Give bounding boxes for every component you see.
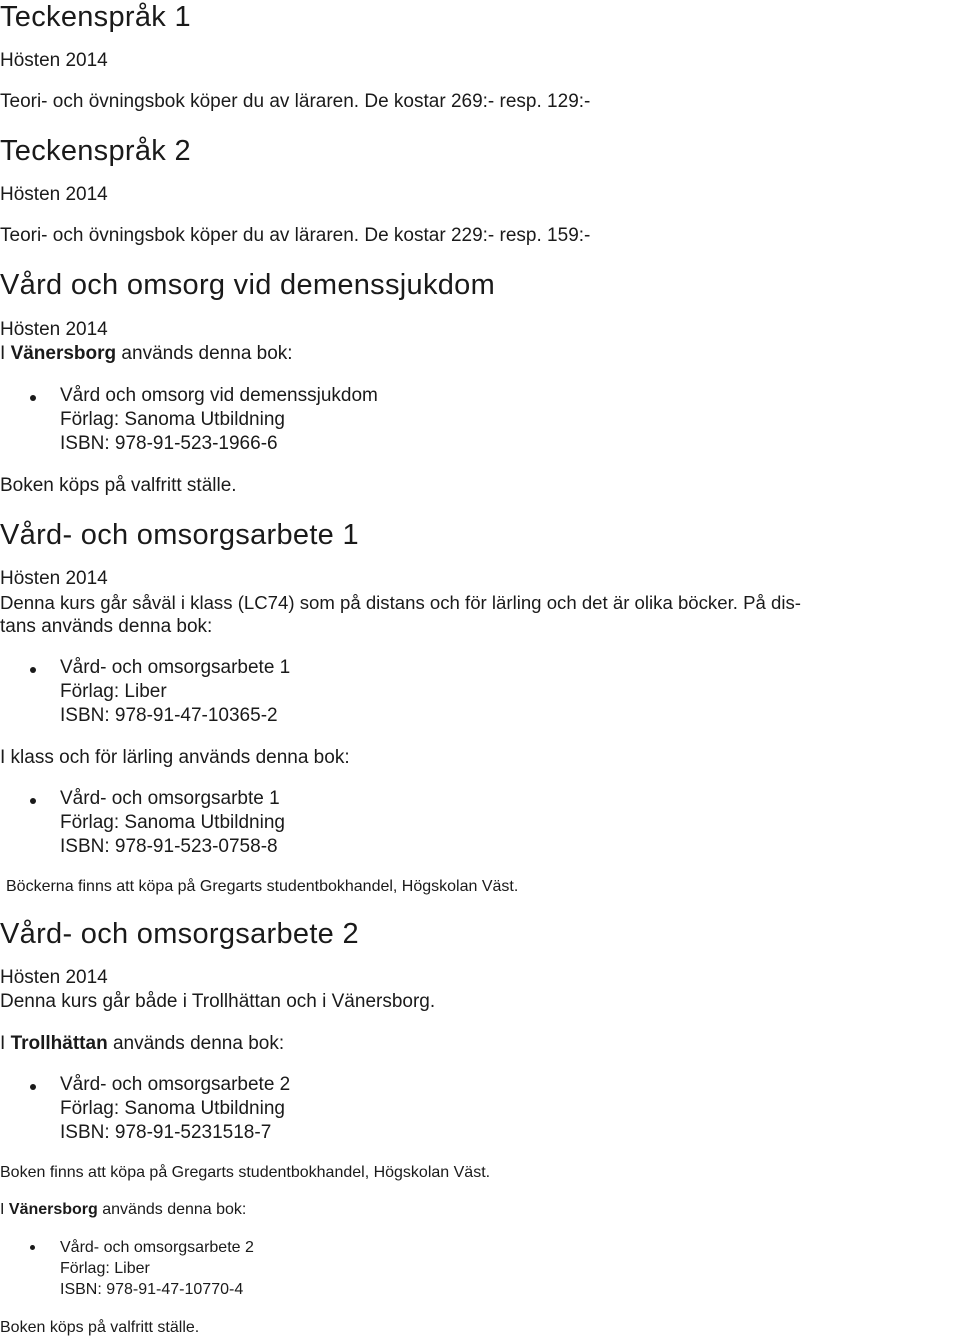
- intro-text: I Vänersborg används denna bok:: [0, 1201, 247, 1218]
- book-publisher: Förlag: Sanoma Utbildning: [60, 1098, 285, 1119]
- book-publisher: Förlag: Liber: [60, 1260, 150, 1277]
- note-text: Boken köps på valfritt ställe.: [0, 475, 237, 496]
- book-title: Vård- och omsorgsarbete 2: [60, 1239, 254, 1256]
- description-text: tans används denna bok:: [0, 616, 213, 637]
- term-label: Hösten 2014: [0, 50, 108, 71]
- term-label: Hösten 2014: [0, 967, 108, 988]
- book-list: [0, 787, 600, 859]
- term-label: Hösten 2014: [0, 319, 108, 340]
- note-text: Boken köps på valfritt ställe.: [0, 1319, 200, 1336]
- book-title: Vård- och omsorgsarbte 1: [60, 788, 280, 809]
- book-isbn: ISBN: 978-91-523-1966-6: [60, 433, 278, 454]
- section-title: Vård och omsorg vid demenssjukdom: [0, 269, 496, 301]
- intro-text: I klass och för lärling används denna bok:: [0, 747, 350, 768]
- intro-text: I Trollhättan används denna bok:: [0, 1033, 285, 1054]
- book-isbn: ISBN: 978-91-5231518-7: [60, 1122, 272, 1143]
- location-name: Trollhättan: [10, 1033, 108, 1054]
- note-text: Boken finns att köpa på Gregarts studentbokhandel, Högskolan Väst.: [0, 1164, 491, 1181]
- bullet-icon: [30, 395, 36, 401]
- location-name: Vänersborg: [10, 343, 117, 364]
- book-list: [0, 384, 600, 456]
- section-title: Teckenspråk 2: [0, 135, 191, 167]
- book-publisher: Förlag: Sanoma Utbildning: [60, 812, 285, 833]
- bullet-icon: [30, 1084, 36, 1090]
- section-title: Teckenspråk 1: [0, 1, 191, 33]
- book-list: [0, 1237, 600, 1300]
- book-publisher: Förlag: Sanoma Utbildning: [60, 409, 285, 430]
- book-list: [0, 656, 600, 728]
- term-label: Hösten 2014: [0, 568, 108, 589]
- book-title: Vård- och omsorgsarbete 1: [60, 657, 291, 678]
- bullet-icon: [30, 1245, 35, 1250]
- description-text: Denna kurs går såväl i klass (LC74) som på distans och för lärling och det är olika böcker. På dis-: [0, 592, 801, 613]
- book-isbn: ISBN: 978-91-47-10365-2: [60, 705, 278, 726]
- book-isbn: ISBN: 978-91-523-0758-8: [60, 836, 278, 857]
- intro-text: I Vänersborg används denna bok:: [0, 343, 293, 364]
- price-text: Teori- och övningsbok köper du av läraren. De kostar 269:- resp. 129:-: [0, 91, 591, 112]
- section-title: Vård- och omsorgsarbete 1: [0, 519, 359, 551]
- location-name: Vänersborg: [8, 1201, 98, 1218]
- section-title: Vård- och omsorgsarbete 2: [0, 918, 359, 950]
- price-text: Teori- och övningsbok köper du av läraren. De kostar 229:- resp. 159:-: [0, 225, 591, 246]
- term-label: Hösten 2014: [0, 184, 108, 205]
- book-title: Vård- och omsorgsarbete 2: [60, 1074, 291, 1095]
- bullet-icon: [30, 667, 36, 673]
- book-title: Vård och omsorg vid demenssjukdom: [60, 385, 378, 406]
- bullet-icon: [30, 798, 36, 804]
- book-isbn: ISBN: 978-91-47-10770-4: [60, 1281, 244, 1298]
- book-list: [0, 1073, 600, 1145]
- note-text: Böckerna finns att köpa på Gregarts studentbokhandel, Högskolan Väst.: [6, 878, 519, 895]
- book-publisher: Förlag: Liber: [60, 681, 167, 702]
- description-text: Denna kurs går både i Trollhättan och i Vänersborg.: [0, 991, 436, 1012]
